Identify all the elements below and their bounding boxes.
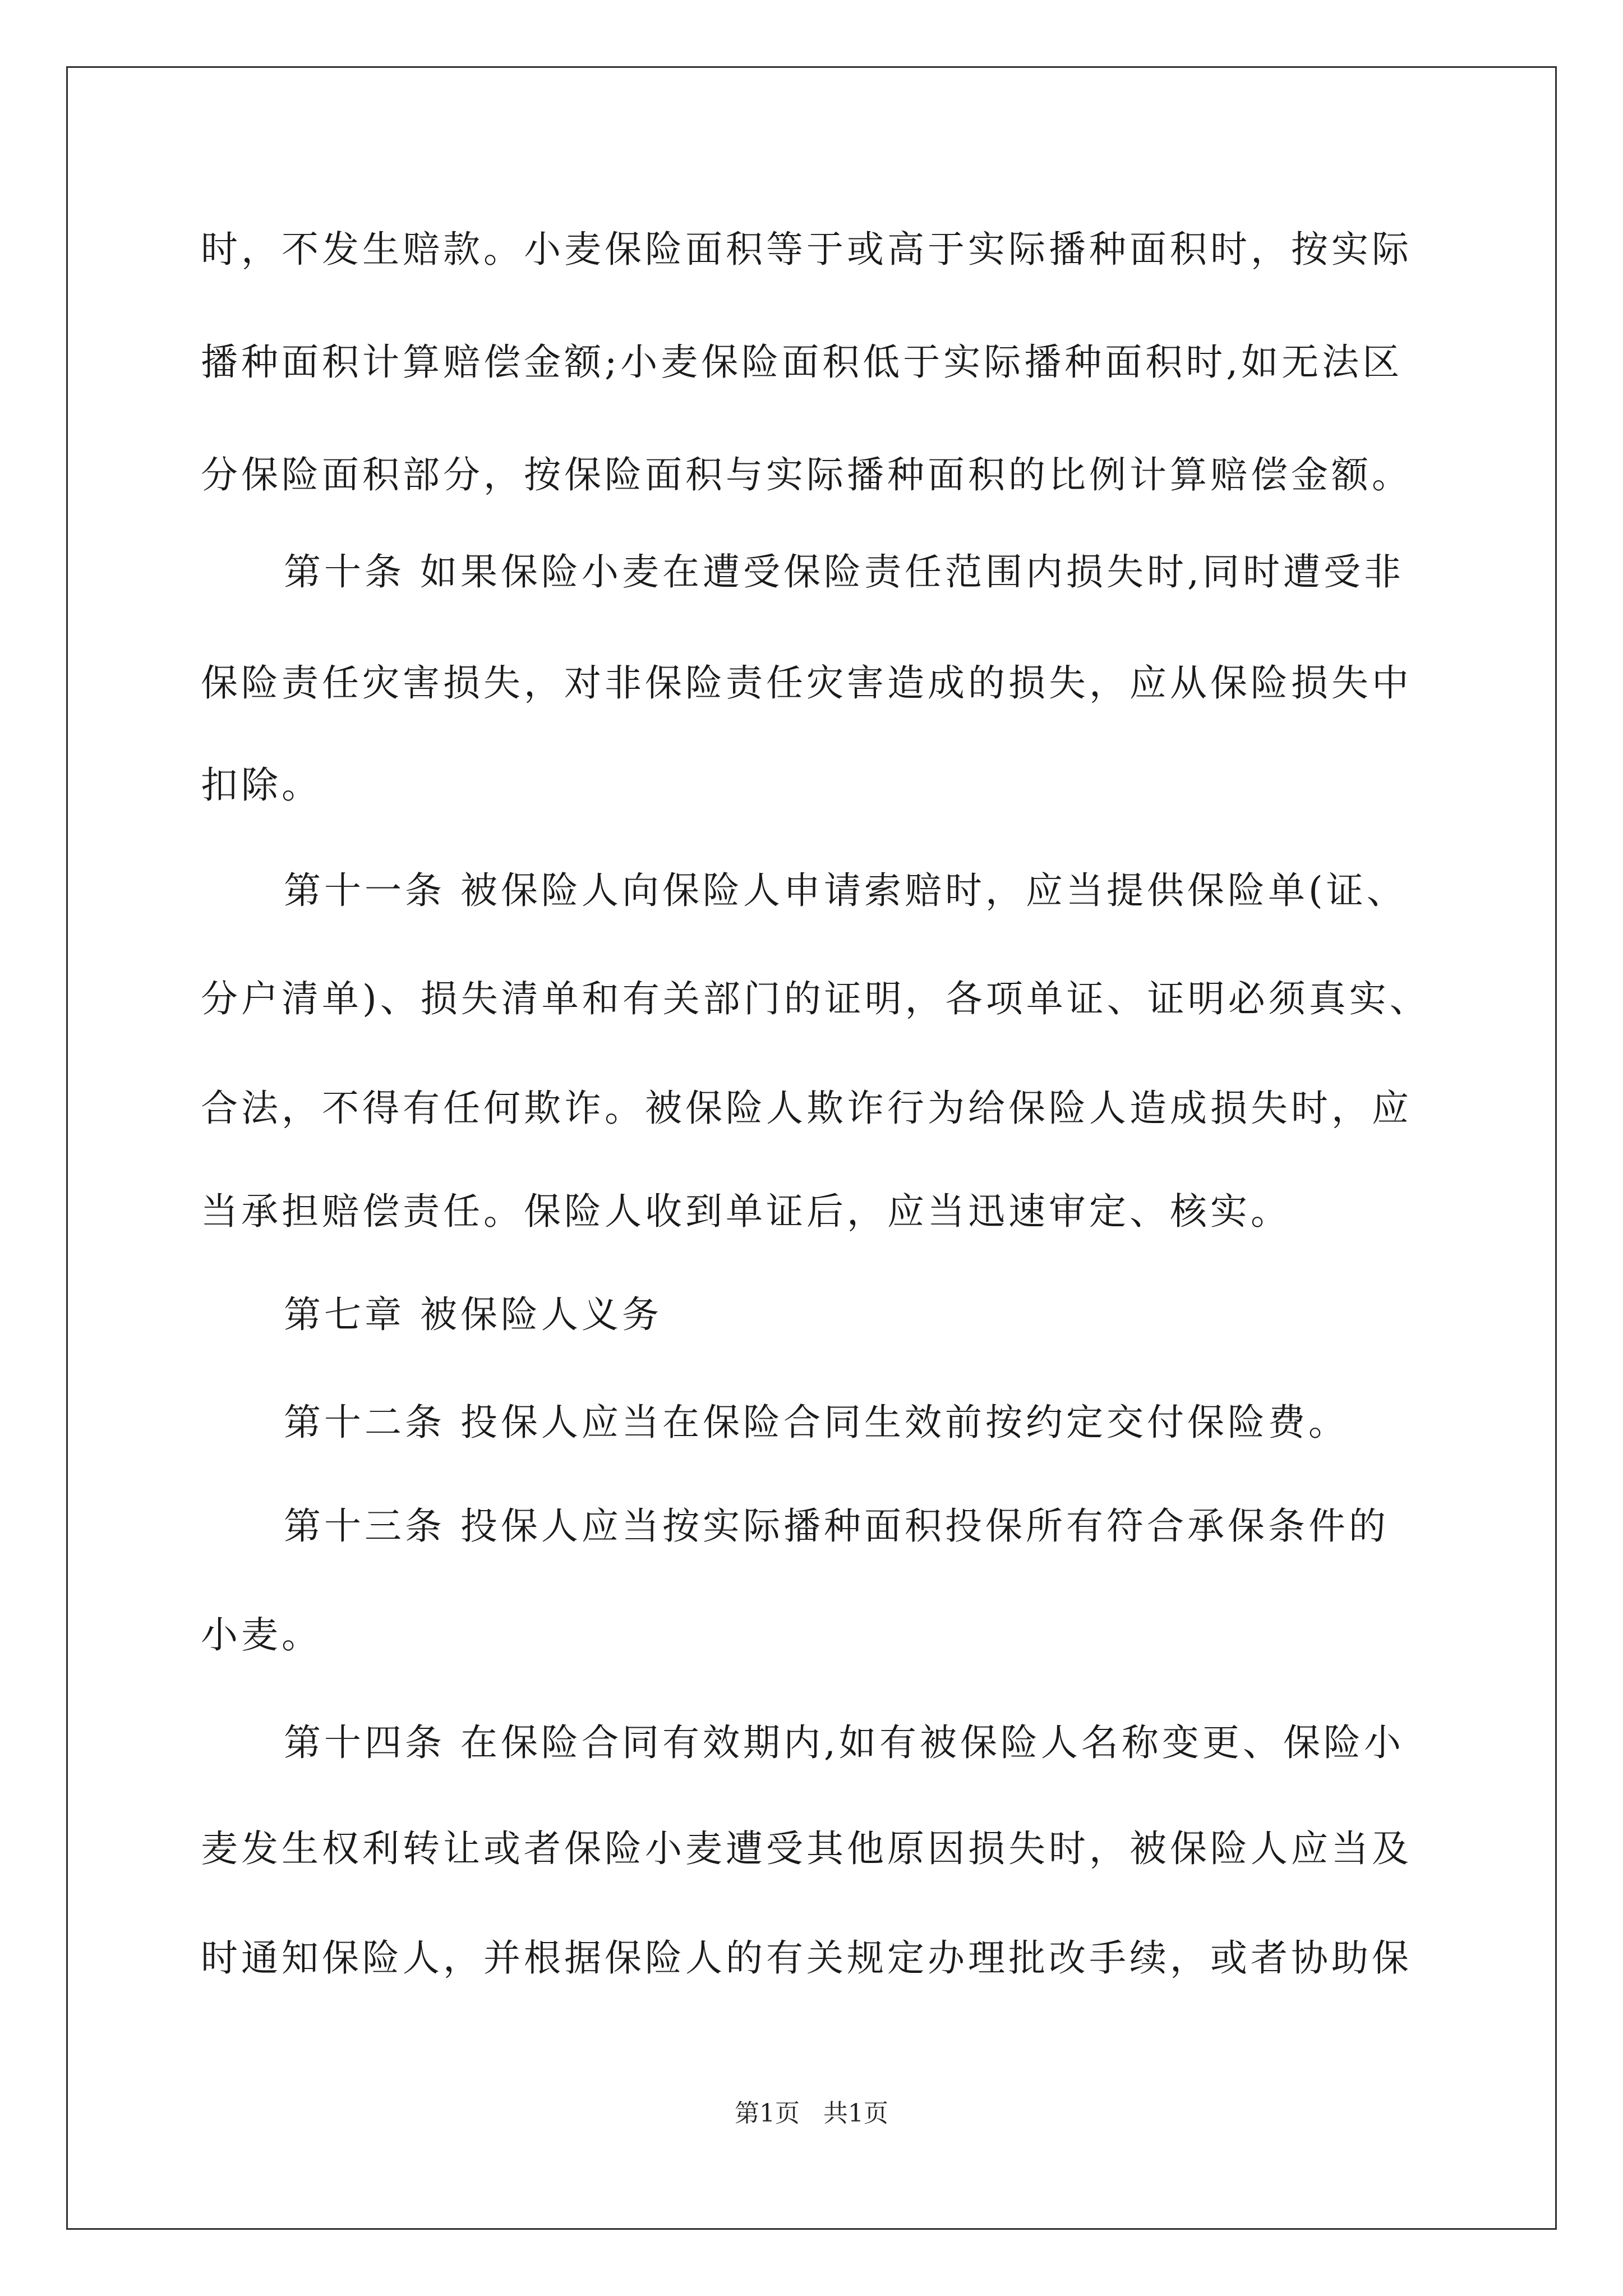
article-10-line-2: 保险责任灾害损失，对非保险责任灾害造成的损失，应从保险损失中: [201, 661, 1412, 705]
article-10-line-3: 扣除。: [201, 763, 322, 807]
article-11-line-1: 第十一条 被保险人向保险人申请索赔时，应当提供保险单(证、: [284, 869, 1407, 912]
chapter-7-heading: 第七章 被保险人义务: [284, 1293, 662, 1336]
page-border: [66, 66, 1557, 2230]
article-13-line-2: 小麦。: [201, 1613, 322, 1657]
page-number-footer: 第1页 共1页: [735, 2099, 888, 2128]
article-10-line-1: 第十条 如果保险小麦在遭受保险责任范围内损失时,同时遭受非: [284, 550, 1404, 593]
article-11-line-2: 分户清单)、损失清单和有关部门的证明，各项单证、证明必须真实、: [201, 977, 1430, 1020]
article-11-line-4: 当承担赔偿责任。保险人收到单证后，应当迅速审定、核实。: [201, 1190, 1291, 1233]
article-13-line-1: 第十三条 投保人应当按实际播种面积投保所有符合承保条件的: [284, 1504, 1389, 1548]
body-line-3: 分保险面积部分，按保险面积与实际播种面积的比例计算赔偿金额。: [201, 453, 1412, 496]
article-11-line-3: 合法，不得有任何欺诈。被保险人欺诈行为给保险人造成损失时，应: [201, 1087, 1412, 1130]
article-12-line-1: 第十二条 投保人应当在保险合同生效前按约定交付保险费。: [284, 1401, 1349, 1444]
body-line-1: 时，不发生赔款。小麦保险面积等于或高于实际播种面积时，按实际: [201, 228, 1412, 271]
article-14-line-2: 麦发生权利转让或者保险小麦遭受其他原因损失时，被保险人应当及: [201, 1827, 1412, 1870]
article-14-line-3: 时通知保险人，并根据保险人的有关规定办理批改手续，或者协助保: [201, 1936, 1412, 1980]
body-line-2: 播种面积计算赔偿金额;小麦保险面积低于实际播种面积时,如无法区: [201, 341, 1403, 384]
article-14-line-1: 第十四条 在保险合同有效期内,如有被保险人名称变更、保险小: [284, 1721, 1404, 1764]
